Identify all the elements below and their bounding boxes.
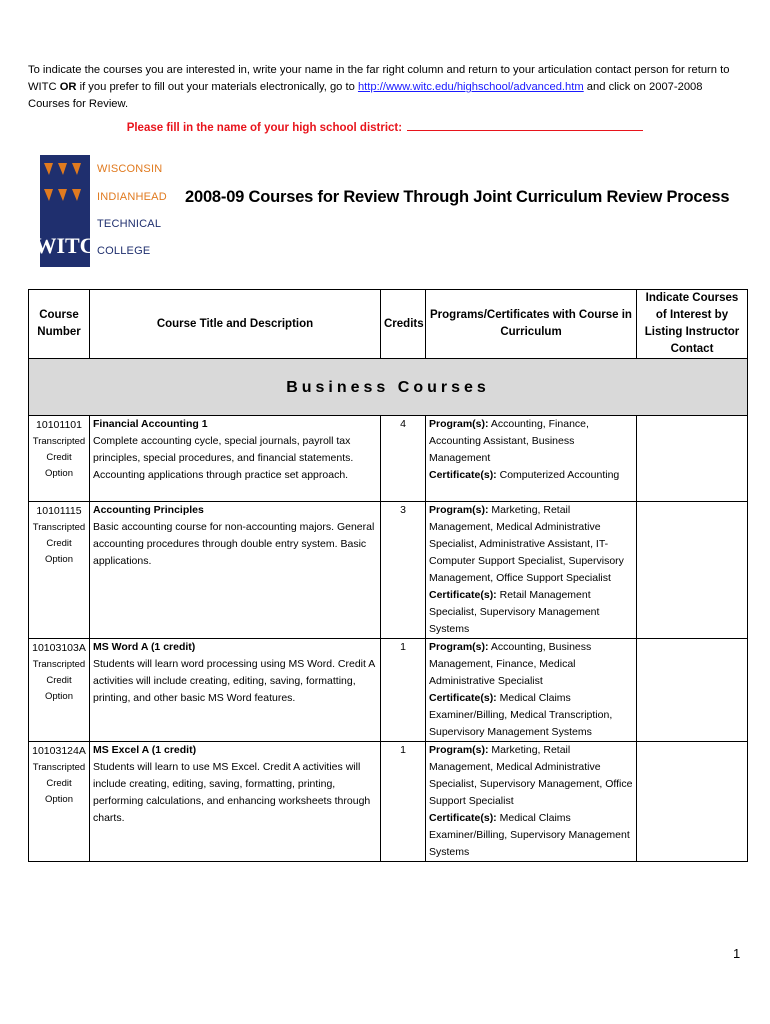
programs-list: Accounting, Business Management, Finance, Medical Administrative Specialist (429, 641, 592, 687)
credit-option-label: Credit Option (45, 538, 73, 565)
course-title: Accounting Principles (93, 504, 204, 516)
page-number: 1 (733, 946, 741, 961)
course-title-cell (90, 416, 381, 502)
instructor-contact-cell[interactable] (637, 502, 748, 639)
programs-list: Accounting, Finance, Accounting Assistant, Business Management (429, 418, 589, 464)
transcripted-label: Transcripted (32, 436, 86, 447)
district-blank-line[interactable] (407, 119, 643, 131)
section-title: Business Courses (29, 359, 748, 416)
certificates-label: Certificate(s): (429, 589, 497, 601)
district-label: Please fill in the name of your high school district: (126, 122, 403, 134)
course-number-cell (29, 639, 90, 742)
course-credits: 3 (381, 502, 426, 639)
credit-option-label: Credit Option (45, 452, 73, 479)
course-title-cell (90, 742, 381, 862)
intro-text: To indicate the courses you are interested in, write your name in the far right column and return to your articulation contact person for return to WITC (28, 64, 730, 93)
instructor-contact-cell[interactable] (637, 416, 748, 502)
credit-option-label: Credit Option (45, 778, 73, 805)
table-header-row (29, 290, 748, 359)
programs-label: Program(s): (429, 641, 489, 653)
course-title-cell (90, 502, 381, 639)
certificates-list: Computerized Accounting (496, 469, 620, 481)
programs-list: Marketing, Retail Management, Medical Administrative Specialist, Supervisory Management, Office Support Specialist (429, 744, 633, 807)
header-programs: Programs/Certificates with Course in Curriculum (426, 290, 637, 359)
course-description: Students will learn to use MS Excel. Credit A activities will include creating, editing, saving, formatting, printing, performing calculations, and enhancing worksheets through charts. (93, 761, 371, 824)
header-course-number: Course Number (29, 290, 90, 359)
table-row (29, 416, 748, 502)
programs-label: Program(s): (429, 504, 489, 516)
logo-mark (34, 155, 96, 267)
course-number-cell (29, 416, 90, 502)
courses-table (28, 289, 748, 862)
instructor-contact-cell[interactable] (637, 639, 748, 742)
certificates-list: Medical Claims Examiner/Billing, Supervisory Management Systems (429, 812, 630, 858)
course-description: Complete accounting cycle, special journals, payroll tax principles, special procedures, and financial statements. Accounting applications through practice set approach. (93, 435, 354, 481)
course-title: Financial Accounting 1 (93, 418, 208, 430)
programs-cell (426, 416, 637, 502)
programs-cell (426, 502, 637, 639)
programs-cell (426, 742, 637, 862)
course-description: Students will learn word processing using MS Word. Credit A activities will include creating, editing, saving, formatting, printing, and other basic MS Word features. (93, 658, 375, 704)
district-prompt (0, 119, 770, 134)
section-row (29, 359, 748, 416)
course-credits: 4 (381, 416, 426, 502)
table-row (29, 742, 748, 862)
course-number: 10103103A (32, 642, 86, 654)
course-number-cell (29, 742, 90, 862)
logo-line-1: WISCONSIN (97, 163, 163, 175)
course-number: 10101101 (36, 419, 82, 431)
logo-line-3: TECHNICAL (97, 218, 162, 230)
course-number: 10103124A (32, 745, 86, 757)
intro-or: OR (59, 81, 77, 93)
intro-paragraph (28, 62, 740, 113)
logo-line-4: COLLEGE (97, 245, 151, 257)
course-title: MS Excel A (1 credit) (93, 744, 197, 756)
course-description: Basic accounting course for non-accounting majors. General accounting procedures through double entry system. Basic applications. (93, 521, 375, 567)
table-row (29, 639, 748, 742)
programs-label: Program(s): (429, 418, 489, 430)
logo-chevrons-icon (34, 155, 96, 267)
course-credits: 1 (381, 639, 426, 742)
course-number-cell (29, 502, 90, 639)
intro-text-end: and click on 2007-2008 Courses for Review. (28, 81, 703, 110)
intro-text-mid: if you prefer to fill out your materials electronically, go to (76, 81, 358, 93)
course-credits: 1 (381, 742, 426, 862)
course-title: MS Word A (1 credit) (93, 641, 196, 653)
credit-option-label: Credit Option (45, 675, 73, 702)
certificates-label: Certificate(s): (429, 692, 497, 704)
certificates-label: Certificate(s): (429, 812, 497, 824)
course-title-cell (90, 639, 381, 742)
programs-label: Program(s): (429, 744, 489, 756)
logo-mark-text: WITC (34, 233, 96, 258)
certificates-list: Retail Management Specialist, Supervisory Management Systems (429, 589, 600, 635)
logo-line-2: INDIANHEAD (97, 191, 167, 203)
document-title: 2008-09 Courses for Review Through Joint Curriculum Review Process (185, 188, 730, 206)
witc-logo (34, 155, 167, 267)
programs-cell (426, 639, 637, 742)
certificates-label: Certificate(s): (429, 469, 497, 481)
header-course-title: Course Title and Description (90, 290, 381, 359)
certificates-list: Medical Claims Examiner/Billing, Medical Transcription, Supervisory Management Systems (429, 692, 613, 738)
table-row (29, 502, 748, 639)
header-credits: Credits (381, 290, 426, 359)
course-number: 10101115 (36, 505, 82, 517)
programs-list: Marketing, Retail Management, Medical Administrative Specialist, Administrative Assistant, IT-Computer Support Specialist, Supervisory Management, Office Support Specialist (429, 504, 624, 584)
transcripted-label: Transcripted (32, 659, 86, 670)
transcripted-label: Transcripted (32, 762, 86, 773)
transcripted-label: Transcripted (32, 522, 86, 533)
advanced-link[interactable]: http://www.witc.edu/highschool/advanced.htm (357, 81, 584, 93)
header-interest: Indicate Courses of Interest by Listing Instructor Contact (637, 290, 748, 359)
instructor-contact-cell[interactable] (637, 742, 748, 862)
